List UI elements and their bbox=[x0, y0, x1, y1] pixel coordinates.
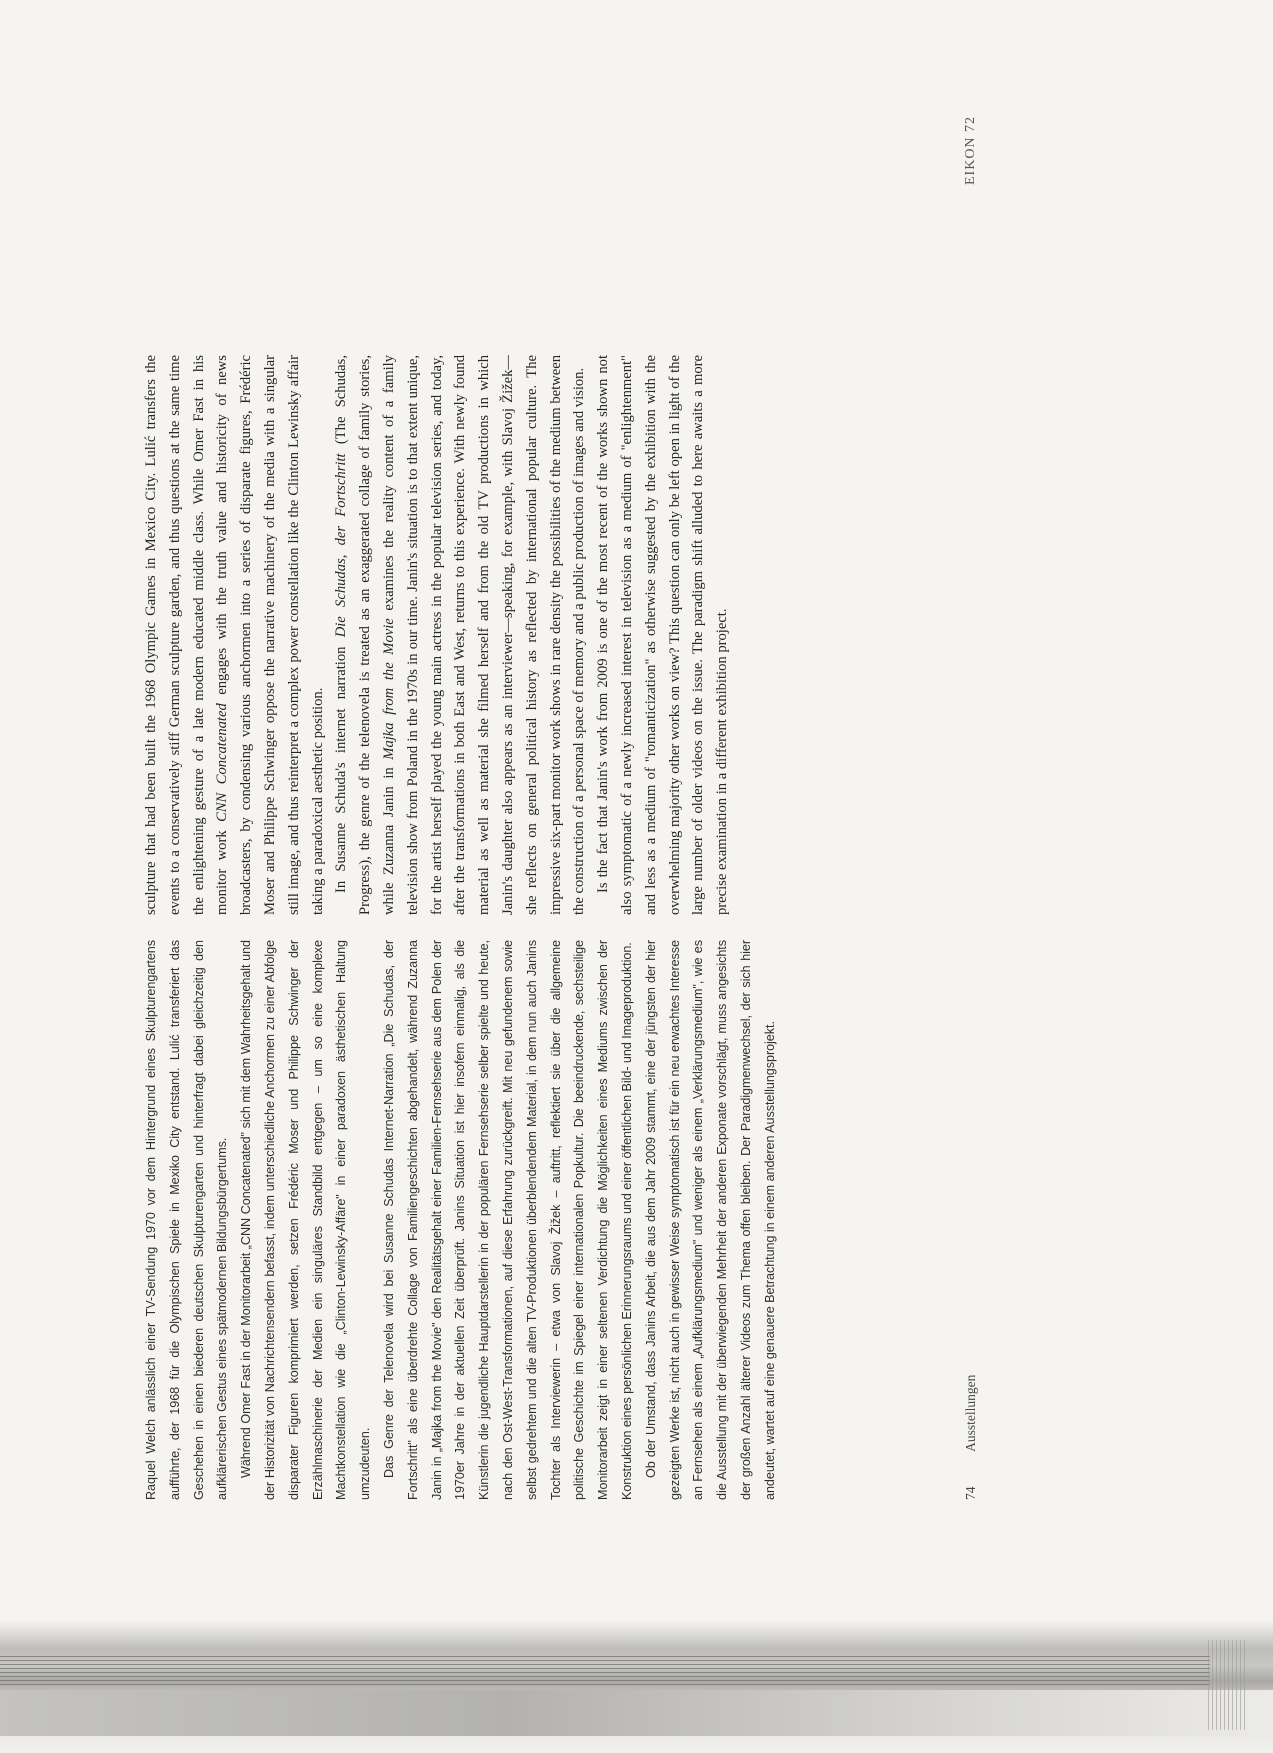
german-paragraph: Während Omer Fast in der Monitorarbeit „CNN Concatenated" sich mit dem Wahrheitsgehalt und der Historizität von Nachrichtensendern befasst, indem unterschiedliche Anchormen zu einer Abfolge disparater Figuren komprimiert werden, setzen Frédéric Moser und Philippe Schwinger der Erzählmaschinerie der Medien ein singuläres Standbild entgegen – um so eine komplexe Machtkonstellation wie die „Clinton-Lewinsky-Affäre" in einer paradoxen ästhetischen Haltung umzudeuten. bbox=[239, 940, 373, 1500]
spine-shadow bbox=[0, 1690, 1273, 1736]
work-title: Majka from the Movie bbox=[380, 618, 397, 760]
german-paragraph: Raquel Welch anlässlich einer TV-Sendung 1970 vor dem Hintergrund eines Skulpturengartens aufführte, der 1968 für die Olympischen Spiele in Mexiko City entstand. Lulić transferiert das Geschehen in einen biederen deutschen Skulpturengarten und hinterfragt dabei gleichzeitig den aufklärerischen Gestus eines spätmodernen Bildungsbürgertums. bbox=[144, 940, 230, 1500]
english-paragraph: Is the fact that Janin's work from 2009 is one of the most recent of the works shown not also symptomatic of a newly increased interest in television as a medium of "enlightenment" and less as a medium of "romanticization" as otherwise suggested by the exhibition with the overwhelming majority other works on view? This question can only be left open in light of the large number of older videos on the issue. The paradigm shift alluded to here awaits a more precise examination in a different exhibition project. bbox=[595, 355, 731, 915]
spine-lines bbox=[0, 1656, 1210, 1686]
text-run: sculpture that had been built the 1968 Olympic Games in Mexico City. Lulić transfers the events to a conservatively stiff German sculpture garden, and thus questions at the same time the enlightening gesture of a late modern educated middle class. While Omer Fast in his monitor work bbox=[143, 355, 231, 915]
text-run: examines the reality content of a family television show from Poland in the 1970s in our time. Janin's situation is to that extent unique, for the artist herself played the young main actress in the popular television series, and today, after the transformations in both East and West, returns to this experience. With newly found material as well as material she filmed herself and from the old TV productions in which Janin's daughter also appears as an interviewer—speaking, for example, with Slavoj Žižek—she reflects on general political history as reflected by international popular culture. The impressive six-part monitor work shows in rare density the possibilities of the medium between the construction of a personal space of memory and a public production of images and vision. bbox=[380, 355, 588, 915]
work-title: Die Schudas, der Fortschritt bbox=[333, 453, 350, 638]
work-title: CNN Concatenated bbox=[214, 703, 231, 822]
english-paragraph bbox=[140, 355, 330, 915]
english-column bbox=[140, 355, 735, 915]
rotated-spread bbox=[140, 115, 1075, 1560]
german-paragraph: Das Genre der Telenovela wird bei Susanne Schudas Internet-Narration „Die Schudas, der Fortschritt" als eine überdrehte Collage von Familiengeschichten abgehandelt, während Zuzanna Janin in „Majka from the Movie" den Realitätsgehalt einer Familien-Fernsehserie aus dem Polen der 1970er Jahre in der aktuellen Zeit überprüft. Janins Situation ist hier insofern einmalig, als die Künstlerin die jugendliche Hauptdarstellerin in der populären Fernsehserie selber spielte und heute, nach den Ost-West-Transformationen, auf diese Erfahrung zurückgreift. Mit neu gefundenem sowie selbst gedrehtem und die alten TV-Produktionen überblendendem Material, in dem nun auch Janins Tochter als Interviewerin – etwa von Slavoj Žižek – auftritt, reflektiert sie über die allgemeine politische Geschichte im Spiegel einer internationalen Popkultur. Die beeindruckende, sechsteilige Monitorarbeit zeigt in einer seltenen Verdichtung die Möglichkeiten eines Mediums zwischen der Konstruktion eines persönlichen Erinnerungsraums und einer öffentlichen Bild- und Imageproduktion. bbox=[381, 940, 634, 1500]
page-edge bbox=[1208, 1640, 1248, 1730]
page-number: 74 bbox=[963, 1486, 978, 1500]
german-column bbox=[140, 940, 783, 1500]
german-paragraph: Ob der Umstand, dass Janins Arbeit, die aus dem Jahr 2009 stammt, eine der jüngsten der hier gezeigten Werke ist, nicht auch in gewisser Weise symptomatisch ist für ein neu erwachtes Interesse an Fernsehen als einem „Aufklärungsmedium" und weniger als einem „Verklärungsmedium", wie es die Ausstellung mit der überwiegenden Mehrheit der anderen Exponate vorschlägt, muss angesichts der großen Anzahl älterer Videos zum Thema offen bleiben. Der Paradigmenwechsel, der sich hier andeutet, wartet auf eine genauere Betrachtung in einem anderen Ausstellungsprojekt. bbox=[643, 940, 777, 1500]
running-head bbox=[963, 1343, 979, 1500]
text-run: In Susanne Schuda's internet narration bbox=[333, 637, 350, 893]
text-run: (The Schudas, Progress), the genre of the telenovela is treated as an exaggerated collage of family stories, while Zuzanna Janin in bbox=[333, 355, 397, 915]
text-run: engages with the truth value and historicity of news broadcasters, by condensing various anchormen into a series of disparate figures, Frédéric Moser and Philippe Schwinger oppose the narrative machinery of the media with a singular still image, and thus reinterpret a complex power constellation like the Clinton Lewinsky affair taking a paradoxical aesthetic position. bbox=[214, 355, 326, 915]
book-spine-edge bbox=[0, 1620, 1273, 1753]
section-name: Ausstellungen bbox=[963, 1374, 978, 1452]
journal-label: EIKON 72 bbox=[963, 115, 978, 185]
english-paragraph bbox=[330, 355, 592, 915]
